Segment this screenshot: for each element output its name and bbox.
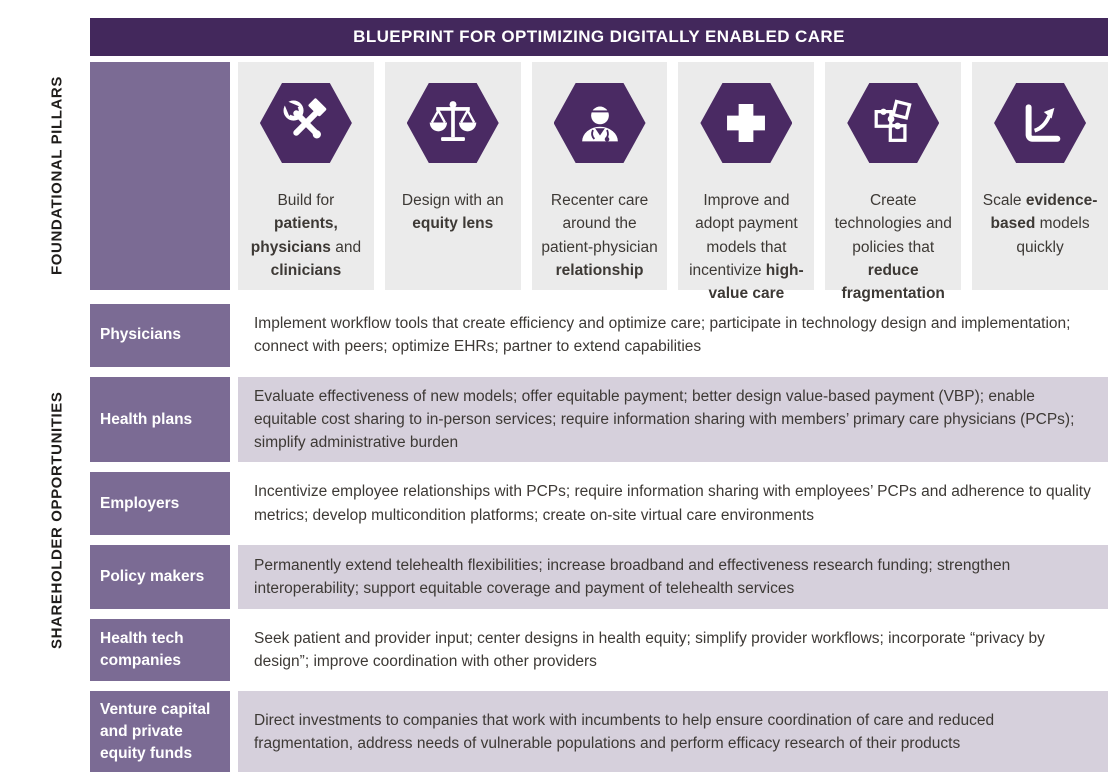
opportunity-row: [90, 472, 1108, 535]
medical-cross-icon: [720, 97, 772, 149]
pillar-card: [238, 62, 374, 290]
hexagon-badge: [260, 83, 352, 163]
row-description: Evaluate effectiveness of new models; offer equitable payment; better design value-based payment (VBP); enable equitable cost sharing to in-person services; require information sharing with members’ primary care physicians (PCPs); simplify administrative burden: [238, 377, 1108, 463]
hexagon-badge: [847, 83, 939, 163]
opportunity-row: [90, 691, 1108, 772]
row-label: Venture capital and private equity funds: [90, 691, 230, 772]
row-description: Direct investments to companies that work with incumbents to help ensure coordination of care and reduced fragmentation, address needs of vulnerable populations and perform efficacy research of their products: [238, 691, 1108, 772]
pillar-card-label: Recenter care around the patient-physician relationship: [541, 192, 658, 279]
hexagon-badge: [407, 83, 499, 163]
row-description: Permanently extend telehealth flexibilities; increase broadband and effectiveness research funding; strengthen interoperability; support equitable coverage and payment of telehealth services: [238, 545, 1108, 609]
title-banner: [90, 18, 1108, 56]
growth-chart-icon: [1014, 97, 1066, 149]
hexagon-badge: [554, 83, 646, 163]
row-description: Incentivize employee relationships with PCPs; require information sharing with employees’ PCPs and adherence to quality metrics; develop multicondition platforms; create on-site virtual care environments: [238, 472, 1108, 535]
row-label: Health plans: [90, 377, 230, 463]
hexagon-badge: [994, 83, 1086, 163]
page-title: BLUEPRINT FOR OPTIMIZING DIGITALLY ENABLED CARE: [353, 27, 845, 46]
pillar-cards: [238, 62, 1108, 302]
hexagon-badge: [700, 83, 792, 163]
pillar-card: [972, 62, 1108, 290]
foundational-pillars-side-label: FOUNDATIONAL PILLARS: [48, 76, 66, 276]
opportunity-row: [90, 304, 1108, 367]
opportunity-rows: [90, 304, 1108, 772]
pillar-card-label: Build for patients, physicians and clinicians: [250, 192, 362, 279]
row-description: Seek patient and provider input; center designs in health equity; simplify provider workflows; incorporate “privacy by design”; improve coordination with other providers: [238, 619, 1108, 682]
pillar-card-label: Create technologies and policies that reduce fragmentation: [834, 192, 952, 302]
row-description: Implement workflow tools that create efficiency and optimize care; participate in technology design and implementation; connect with peers; optimize EHRs; partner to extend capabilities: [238, 304, 1108, 367]
pillar-card-label: Scale evidence-based models quickly: [982, 192, 1098, 256]
tools-icon: [280, 97, 332, 149]
pillar-card-label: Improve and adopt payment models that incentivize high-value care: [689, 192, 804, 302]
pillar-card: [825, 62, 961, 302]
opportunity-row: [90, 545, 1108, 609]
pillar-card: [678, 62, 814, 302]
row-label: Employers: [90, 472, 230, 535]
pillar-card: [532, 62, 668, 290]
shareholder-opportunities-side-label: SHAREHOLDER OPPORTUNITIES: [48, 391, 66, 649]
doctor-icon: [574, 97, 626, 149]
row-label: Health tech companies: [90, 619, 230, 682]
pillar-card: [385, 62, 521, 290]
opportunity-row: [90, 377, 1108, 463]
row-label: Policy makers: [90, 545, 230, 609]
puzzle-pieces-icon: [867, 97, 919, 149]
balance-scale-icon: [427, 97, 479, 149]
pillars-accent-block: [90, 62, 230, 290]
pillar-card-label: Design with an equity lens: [401, 192, 504, 233]
row-label: Physicians: [90, 304, 230, 367]
opportunity-row: [90, 619, 1108, 682]
